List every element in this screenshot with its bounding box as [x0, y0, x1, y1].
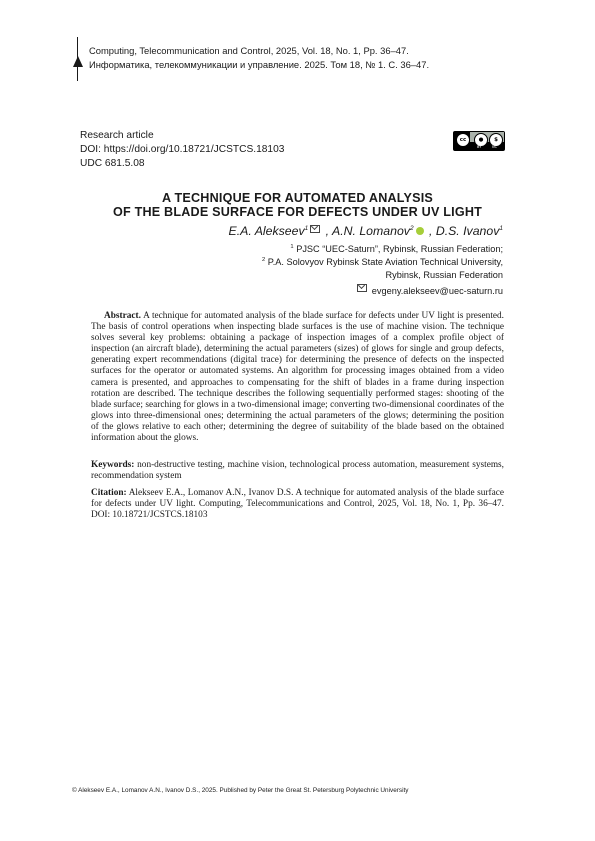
email-link[interactable]: evgeny.alekseev@uec-saturn.ru [371, 286, 503, 296]
nc-label: NC [492, 145, 498, 149]
abstract-text: A technique for automated analysis of the blade surface for defects under UV light is presented. The basis of control operations when inspecting blade surfaces is the use of machine vision. The technique solves several key problems: obtaining a package of inspection images of a complex profile object of inspection (an aircraft blade), determining the actual parameters (sizes) of glows for single and group defects, generating expert recommendations (digital trace) for determining the presence of defects on the inspected surfaces for the operator or automated systems. An algorithm for processing images obtained from a video camera is presented, and approaches to compensating for the shift of blades in a frame during inspection rotation are described. The technique describes the following sequentially performed stages: shooting of the blade surface; searching for glows in a two-dimensional image; converting two-dimensional coordinates of the glows into three-dimensional ones; determining the actual parameters of the glows; determining the position of the glows relative to each other; determining the degree of suitability of the blade based on the obtained information about the glows. [91, 311, 504, 444]
by-person-icon: ● [474, 133, 488, 147]
nc-dollar-icon: $ [489, 133, 503, 147]
title-line-2: OF THE BLADE SURFACE FOR DEFECTS UNDER UV LIGHT [112, 205, 483, 220]
article-type: Research article [80, 130, 154, 141]
by-label: BY [477, 145, 482, 149]
header-line-ru: Информатика, телекоммуникации и управление. 2025. Том 18, № 1. С. 36–47. [89, 58, 430, 70]
citation-text: Alekseev E.A., Lomanov A.N., Ivanov D.S. A technique for automated analysis of the blade surface for defects under UV light. Computing, Telecommunications and Control, 2025, Vol. 18, No. 1, Pp. 36–47. DOI: 10.18721/JCSTCS.18103 [91, 488, 504, 521]
author-affiliation-mark: 1 [499, 224, 503, 232]
author-affiliation-mark: 1 [304, 224, 309, 232]
copyright-footer: © Alekseev E.A., Lomanov A.N., Ivanov D.S., 2025. Published by Peter the Great St. Petersburg Polytechnic University [72, 787, 409, 794]
author-name: D.S. Ivanov [435, 224, 500, 238]
affiliation-2 [262, 254, 503, 281]
citation-label: Citation: [91, 488, 127, 498]
keywords [91, 460, 504, 482]
citation [91, 488, 504, 521]
cc-license-badge[interactable] [453, 131, 505, 151]
udc-code: UDC 681.5.08 [80, 158, 145, 170]
envelope-icon[interactable] [310, 225, 320, 233]
author-name: A.N. Lomanov [332, 224, 410, 238]
author-affiliation-mark: 2 [409, 224, 414, 232]
title-line-1: A TECHNIQUE FOR AUTOMATED ANALYSIS [161, 191, 434, 205]
author-separator: , [425, 224, 436, 238]
running-header [89, 44, 429, 71]
author-list [229, 224, 504, 238]
article-title [60, 191, 535, 219]
author-name: E.A. Alekseev [228, 224, 305, 238]
affiliation-mark: 1 [290, 244, 294, 250]
envelope-icon [357, 284, 367, 292]
abstract-label: Abstract. [104, 311, 141, 321]
keywords-label: Keywords: [91, 460, 135, 470]
cc-icon: cc [456, 133, 470, 147]
affiliation-text: Rybinsk, Russian Federation [385, 269, 503, 280]
affiliation-text: P.A. Solovyov Rybinsk State Aviation Technical University, [267, 257, 503, 268]
header-arrow-icon [73, 56, 83, 67]
affiliation-text: PJSC “UEC-Saturn”, Rybinsk, Russian Federation; [296, 244, 503, 255]
article-meta [80, 129, 284, 172]
author-separator: , [322, 224, 333, 238]
abstract [91, 311, 504, 444]
corresponding-email [355, 284, 503, 298]
orcid-icon[interactable] [416, 227, 424, 235]
affiliation-mark: 2 [261, 257, 266, 263]
header-line-en: Computing, Telecommunication and Control, 2025, Vol. 18, No. 1, Pp. 36–47. [89, 45, 409, 56]
keywords-text: non-destructive testing, machine vision, technological process automation, measurement systems, recommendation system [91, 460, 504, 482]
doi-link[interactable]: DOI: https://doi.org/10.18721/JCSTCS.18103 [80, 144, 285, 156]
